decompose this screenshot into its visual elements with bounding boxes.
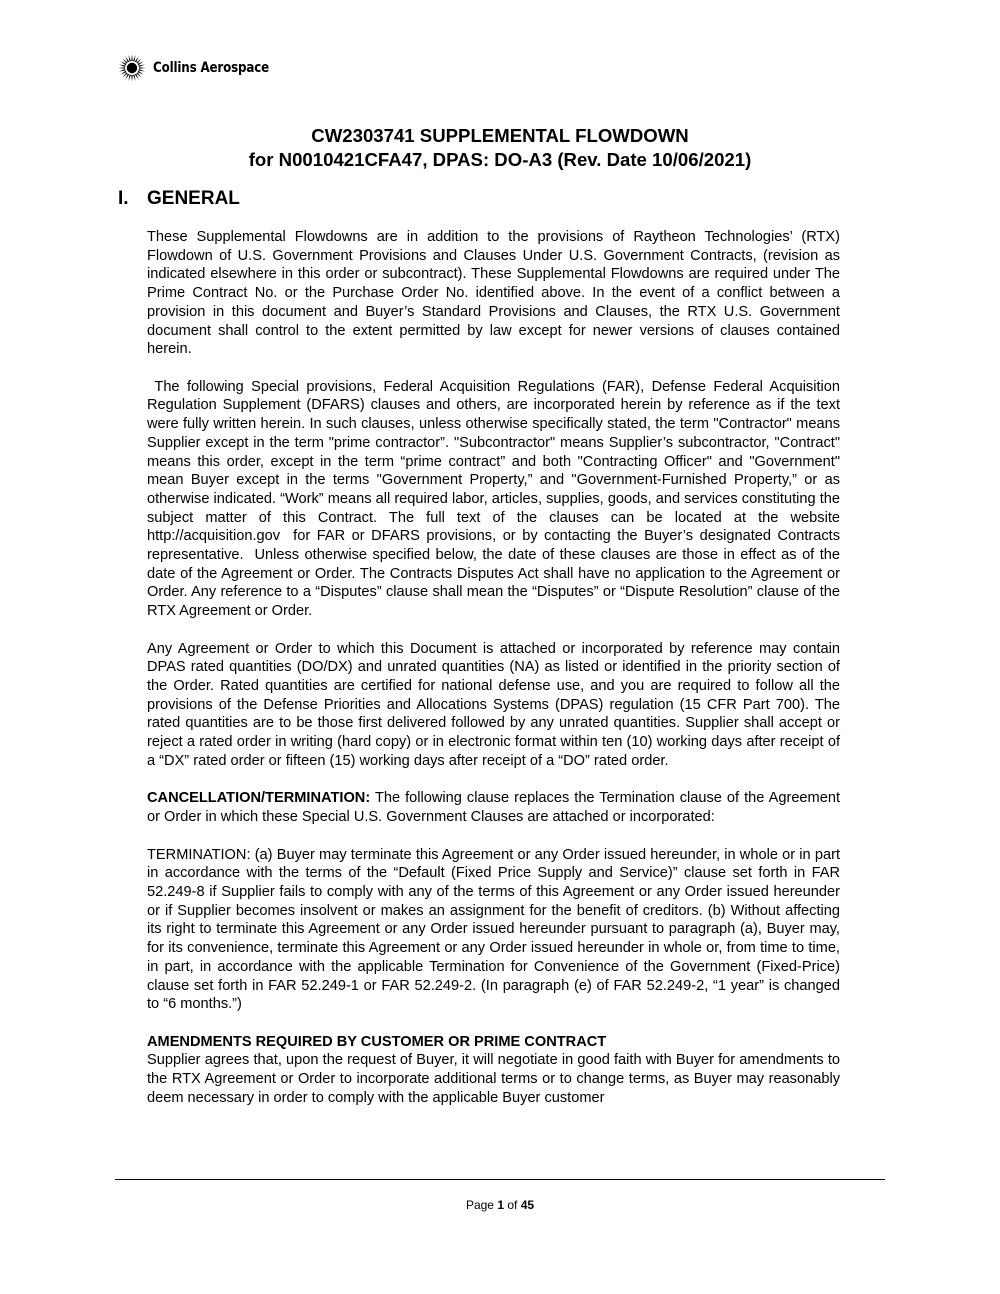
- logo-text: Collins Aerospace: [153, 60, 270, 76]
- paragraph-cancellation: [147, 789, 840, 826]
- paragraph-termination: TERMINATION: (a) Buyer may terminate this Agreement or any Order issued hereunder, in whole or in part in accordance with the terms of the “Default (Fixed Price Supply and Service)” clause set forth in FAR 52.249-8 if Supplier fails to comply with any of the terms of this Agreement or any Order issued hereunder or if Supplier becomes insolvent or makes an assignment for the benefit of creditors. (b) Without affecting its right to terminate this Agreement or any Order issued hereunder pursuant to paragraph (a), Buyer may, for its convenience, terminate this Agreement or any Order issued hereunder in whole or, from time to time, in part, in accordance with the applicable Termination for Convenience of the Government (Fixed-Price) clause set forth in FAR 52.249-1 or FAR 52.249-2. (In paragraph (e) of FAR 52.249-2, “1 year” is changed to “6 months.”): [147, 846, 840, 1013]
- logo-ray: [119, 69, 126, 71]
- paragraph-special-provisions: The following Special provisions, Federal Acquisition Regulations (FAR), Defense Federal Acquisition Regulation Supplement (DFARS) clauses and others, are incorporated herein by reference as if the text were fully written herein. In such clauses, unless otherwise specifically stated, the term "Contractor" means Supplier except in the term "prime contractor”. "Subcontractor" means Supplier’s subcontractor, "Contract" means this order, except in the term “prime contract” and both "Contracting Officer" and "Government" mean Buyer except in the terms "Government Property,” and "Government-Furnished Property,” or as otherwise indicated. “Work” means all required labor, articles, supplies, goods, and services constituting the subject matter of this Contract. The full text of the clauses can be located at the website http://acquisition.gov for FAR or DFARS provisions, or by contacting the Buyer’s designated Contracts representative. Unless otherwise specified below, the date of these clauses are those in effect as of the date of the Agreement or Order. The Contracts Disputes Act shall have no application to the Agreement or Order. Any reference to a “Disputes” clause shall mean the “Disputes” or “Dispute Resolution” clause of the RTX Agreement or Order.: [147, 378, 845, 620]
- logo-ray: [119, 65, 126, 67]
- page-of: of: [504, 1198, 521, 1212]
- cancellation-label: CANCELLATION/TERMINATION:: [147, 790, 371, 807]
- logo-ray: [119, 67, 126, 69]
- logo-ray: [139, 65, 146, 67]
- paragraph-dpas: Any Agreement or Order to which this Document is attached or incorporated by reference may contain DPAS rated quantities (DO/DX) and unrated quantities (NA) as listed or identified in the priority section of the Order. Rated quantities are certified for national defense use, and you are required to follow all the provisions of the Defense Priorities and Allocations Systems (DPAS) regulation (15 CFR Part 700). The rated quantities are to be those first delivered followed by any unrated quantities. Supplier shall accept or reject a rated order in writing (hard copy) or in electronic format within ten (10) working days after receipt of a “DX” rated order or fifteen (15) working days after receipt of a “DO” rated order.: [147, 640, 840, 769]
- logo-ray: [129, 75, 131, 82]
- logo-ray: [133, 55, 135, 62]
- logo-ray: [133, 75, 135, 82]
- document-title: [0, 124, 1000, 172]
- paragraph-general-intro: These Supplemental Flowdowns are in addition to the provisions of Raytheon Technologies’ (RTX) Flowdown of U.S. Government Provisions and Clauses Under U.S. Government Contracts, (revision as indicated elsewhere in this order or subcontract). These Supplemental Flowdowns are required under The Prime Contract No. or the Purchase Order No. identified above. In the event of a conflict between a provision in this document and Buyer’s Standard Provisions and Clauses, the RTX U.S. Government document shall control to the extent permitted by law except for newer versions of clauses contained herein.: [147, 229, 840, 358]
- page-number: 1: [497, 1198, 504, 1212]
- page-prefix: Page: [465, 1198, 498, 1212]
- logo-ray: [131, 55, 133, 62]
- cancellation-text: The following clause replaces the Termination clause of the Agreement or Order in which these Special U.S. Government Clauses are attached or incorporated:: [147, 790, 840, 826]
- section-heading: [118, 187, 240, 211]
- title-line-2: for N0010421CFA47, DPAS: DO-A3 (Rev. Date 10/06/2021): [248, 149, 752, 170]
- logo-ray: [129, 55, 131, 62]
- document-body: [147, 228, 845, 1108]
- logo-ray: [139, 67, 146, 69]
- amendments-heading: AMENDMENTS REQUIRED BY CUSTOMER OR PRIME CONTRACT: [147, 1033, 607, 1050]
- section-title: GENERAL: [147, 188, 240, 209]
- logo-ray: [139, 69, 146, 71]
- page-total: 45: [520, 1198, 535, 1212]
- title-line-1: CW2303741 SUPPLEMENTAL FLOWDOWN: [311, 125, 689, 146]
- paragraph-amendments: Supplier agrees that, upon the request of Buyer, it will negotiate in good faith with Buyer for amendments to the RTX Agreement or Order to incorporate additional terms or to change terms, as Buyer may reasonably deem necessary in order to comply with the applicable Buyer customer: [147, 1052, 840, 1106]
- logo-ray: [131, 75, 133, 82]
- page-footer: [0, 1198, 1000, 1212]
- sunburst-logo-icon: [117, 53, 147, 83]
- section-number: I.: [118, 188, 129, 209]
- footer-divider: [115, 1179, 885, 1180]
- company-logo: [117, 54, 290, 82]
